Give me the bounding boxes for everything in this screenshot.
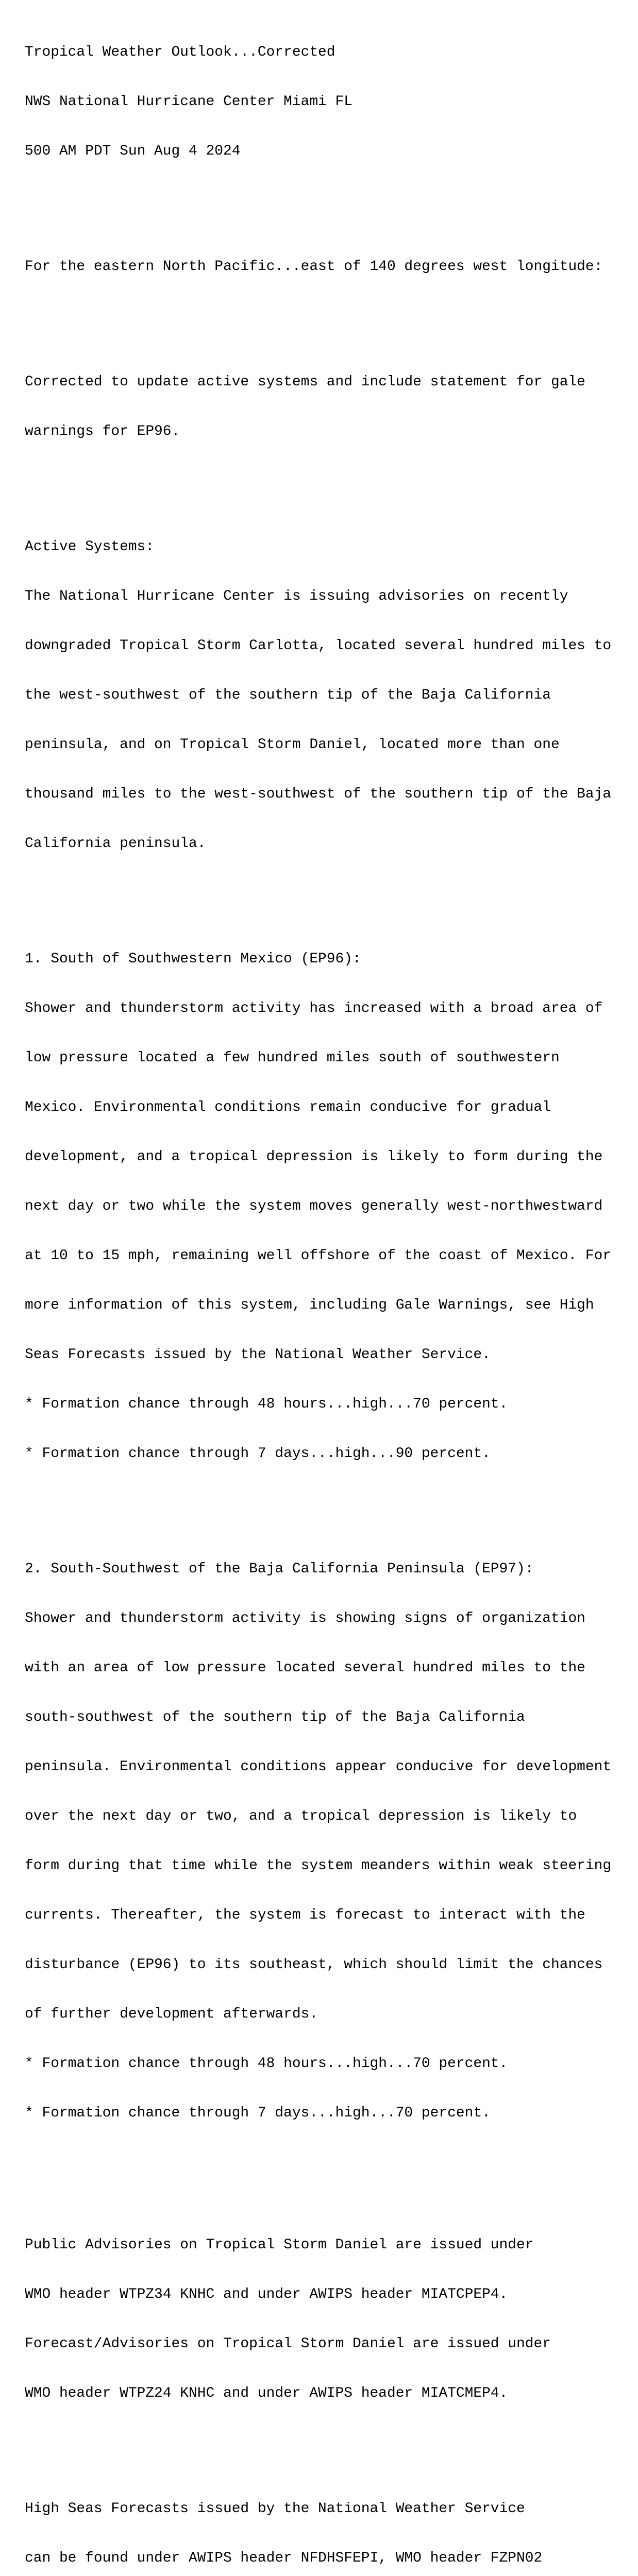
system1-line: next day or two while the system moves generally west-northwestward: [25, 1198, 603, 1214]
system1-line: at 10 to 15 mph, remaining well offshore of the coast of Mexico. For: [25, 1248, 612, 1264]
spacer: [25, 2155, 611, 2188]
system1-line: Seas Forecasts issued by the National Weather Service.: [25, 1347, 491, 1363]
advisory-line: Forecast/Advisories on Tropical Storm Daniel are issued under: [25, 2336, 551, 2352]
active-systems-line: thousand miles to the west-southwest of the southern tip of the Baja: [25, 786, 612, 802]
system2-chance-7d: * Formation chance through 7 days...high...70 percent.: [25, 2105, 491, 2121]
active-systems-line: California peninsula.: [25, 836, 206, 852]
advisory-line: Public Advisories on Tropical Storm Daniel are issued under: [25, 2237, 534, 2253]
active-systems-line: peninsula, and on Tropical Storm Daniel, located more than one: [25, 737, 560, 753]
system2-line: Shower and thunderstorm activity is showing signs of organization: [25, 1611, 585, 1626]
active-systems-heading: Active Systems:: [25, 539, 155, 555]
system2-line: peninsula. Environmental conditions appear conducive for development: [25, 1759, 612, 1775]
advisory-line: WMO header WTPZ24 KNHC and under AWIPS header MIATCMEP4.: [25, 2385, 508, 2401]
high-seas-line: High Seas Forecasts issued by the National Weather Service: [25, 2501, 525, 2517]
system1-heading: 1. South of Southwestern Mexico (EP96):: [25, 951, 361, 967]
outlook-document: [25, 11, 611, 2576]
system2-line: form during that time while the system meanders within weak steering: [25, 1858, 612, 1874]
spacer: [25, 885, 611, 902]
outlook-title: Tropical Weather Outlook...Corrected: [25, 44, 335, 60]
system1-line: Mexico. Environmental conditions remain conducive for gradual: [25, 1099, 551, 1115]
system2-line: with an area of low pressure located several hundred miles to the: [25, 1660, 585, 1676]
spacer: [25, 473, 611, 489]
system2-line: of further development afterwards.: [25, 2006, 318, 2022]
spacer: [25, 308, 611, 325]
active-systems-line: The National Hurricane Center is issuing advisories on recently: [25, 588, 568, 604]
system2-line: over the next day or two, and a tropical depression is likely to: [25, 1808, 577, 1824]
system2-line: disturbance (EP96) to its southeast, which should limit the chances: [25, 1957, 603, 1973]
active-systems-line: the west-southwest of the southern tip of the Baja California: [25, 687, 551, 703]
advisory-line: WMO header WTPZ34 KNHC and under AWIPS header MIATCPEP4.: [25, 2286, 508, 2302]
spacer: [25, 2435, 611, 2451]
system1-line: low pressure located a few hundred miles south of southwestern: [25, 1050, 560, 1066]
system1-chance-7d: * Formation chance through 7 days...high...90 percent.: [25, 1446, 491, 1462]
high-seas-line: can be found under AWIPS header NFDHSFEPI, WMO header FZPN02: [25, 2550, 543, 2566]
correction-line: warnings for EP96.: [25, 423, 180, 439]
system1-line: development, and a tropical depression is likely to form during the: [25, 1149, 603, 1165]
issue-time: 500 AM PDT Sun Aug 4 2024: [25, 143, 241, 159]
system2-line: south-southwest of the southern tip of the Baja California: [25, 1709, 525, 1725]
correction-line: Corrected to update active systems and include statement for gale: [25, 374, 585, 390]
system2-line: currents. Thereafter, the system is forecast to interact with the: [25, 1907, 585, 1923]
system1-line: more information of this system, including Gale Warnings, see High: [25, 1297, 594, 1313]
spacer: [25, 193, 611, 209]
system2-heading: 2. South-Southwest of the Baja California Peninsula (EP97):: [25, 1561, 534, 1577]
issuing-office: NWS National Hurricane Center Miami FL: [25, 94, 353, 110]
system1-line: Shower and thunderstorm activity has increased with a broad area of: [25, 1001, 603, 1016]
region-statement: For the eastern North Pacific...east of 140 degrees west longitude:: [25, 259, 603, 275]
active-systems-line: downgraded Tropical Storm Carlotta, located several hundred miles to: [25, 638, 612, 654]
spacer: [25, 1495, 611, 1512]
system1-chance-48h: * Formation chance through 48 hours...high...70 percent.: [25, 1396, 508, 1412]
system2-chance-48h: * Formation chance through 48 hours...high...70 percent.: [25, 2056, 508, 2072]
